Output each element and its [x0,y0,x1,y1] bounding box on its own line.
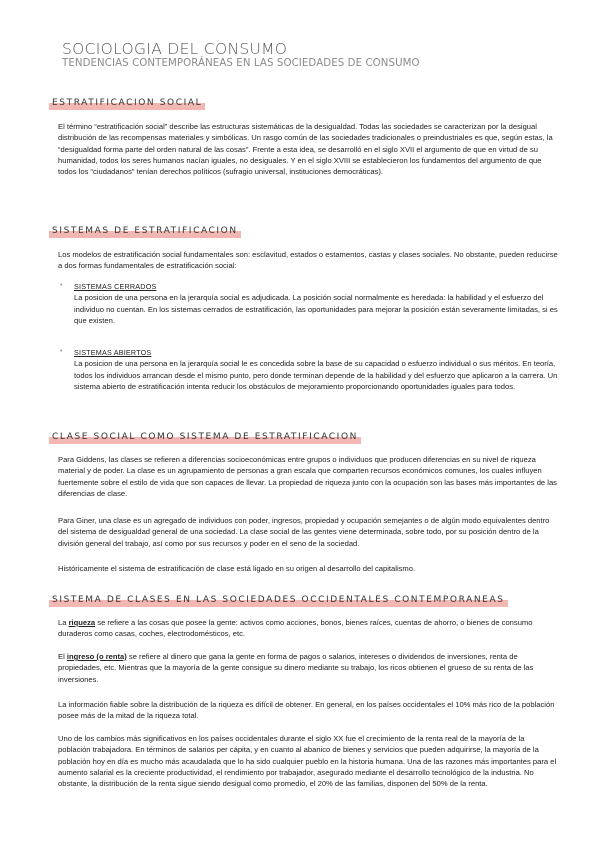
paragraph-riqueza: La riqueza se refiere a las cosas que posee la gente: activos como acciones, bonos, bienes raíces, cuentas de ahorro, o bienes de consumo duraderos como casas, coches, electrodomésticos, etc. [58,618,533,639]
list-item-text: La posicion de una persona en la jerarquía social es adjudicada. La posición social normalmente es heredada: la habilidad y el esfuerzo del individuo no cuentan. En los sistemas cerrados de estratificación, las oportunidades para mejorar la posición están severamente limitadas, si es que existen. [74,293,558,325]
term-riqueza: riqueza [68,618,96,627]
paragraph-capitalismo: Históricamente el sistema de estratificación de clase está ligado en su origen al desarrollo del capitalismo. [58,564,416,573]
list-item-title: SISTEMAS CERRADOS [74,282,157,291]
paragraph-sistemas-intro: Los modelos de estratificación social fundamentales son: esclavitud, estados o estamentos, castas y clases sociales. No obstante, pueden reducirse a dos formas fundamentales de estratificación social: [58,250,558,271]
section-heading-clase-social: CLASE SOCIAL COMO SISTEMA DE ESTRATIFICACION [52,432,358,442]
section-heading-sistema-clases-occidentales: SISTEMA DE CLASES EN LAS SOCIEDADES OCCIDENTALES CONTEMPORANEAS [52,595,505,605]
paragraph-distribucion-riqueza: La información fiable sobre la distribución de la riqueza es difícil de obtener. En general, en los países occidentales el 10% más rico de la población posee más de la mitad de la riqueza total. [58,700,555,721]
section-heading-estratificacion-social: ESTRATIFICACION SOCIAL [52,98,202,108]
paragraph-giddens: Para Giddens, las clases se refieren a diferencias socioeconómicas entre grupos o individuos que producen diferencias en su nivel de riqueza material y de poder. La clase es un agrupamiento de personas a gran escala que comparten recursos económicos comunes, los cuales influyen fuertemente sobre el estilo de vida que son capaces de llevar. La propiedad de riqueza junto con la ocupación son las bases más importantes de las diferencias de clase. [58,455,557,498]
list-item-title: SISTEMAS ABIERTOS [74,348,152,357]
bullet-icon: • [60,282,63,289]
list-item-text: La posicion de una persona en la jerarquía social le es concedida sobre la base de su capacidad o esfuerzo individual o sus méritos. En teoría, todos los individuos arrancan desde el mismo punto, pero donde terminan depende de la habilidad y del esfuerzo que aplicaron a la carrera. Un sistema abierto de estratificación intenta reducir los obstáculos de mejoramiento proporcionando oportunidades iguales para todos. [74,359,558,391]
document-title: SOCIOLOGIA DEL CONSUMO [62,40,288,58]
term-ingreso: ingreso (o renta) [66,652,127,661]
paragraph-giner: Para Giner, una clase es un agregado de individuos con poder, ingresos, propiedad y ocupación semejantes o de algún modo equivalentes dentro del sistema de desigualdad general de una sociedad. La clase social de las gentes viene determinada, sobre todo, por su posición dentro de la división general del trabajo, así como por sus recursos y poder en el seno de la sociedad. [58,516,550,548]
document-subtitle: TENDENCIAS CONTEMPORÁNEAS EN LAS SOCIEDADES DE CONSUMO [62,58,420,69]
list-item-sistemas-cerrados [74,281,560,326]
bullet-icon: • [60,348,63,355]
list-item-sistemas-abiertos [74,347,560,392]
paragraph-renta-real: Uno de los cambios más significativos en los países occidentales durante el siglo XX fue el crecimiento de la renta real de la mayoría de la población trabajadora. En términos de salarios per cápita, y en cuanto al abanico de bienes y servicios que pueden adquirirse, la mayoría de la población hoy en día es mucho más acaudalada que lo ha sido cualquier pueblo en la historia humana. Una de las razones más importantes para el aumento salarial es la creciente productividad, el rendimiento por trabajador, asegurado mediante el desarrollo tecnológico de la industria. No obstante, la distribución de la renta sigue siendo desigual como promedio, el 20% de las familias, disponen del 50% de la renta. [58,734,557,789]
paragraph-estratificacion-intro: El término “estratificación social” describe las estructuras sistemáticas de la desigualdad. Todas las sociedades se caracterizan por la desigual distribución de las recompensas materiales y simbólicas. Un rasgo común de las sociedades tradicionales o preindustriales es que, según estas, la “desigualdad forma parte del orden natural de las cosas”. Frente a esta idea, se desarrolló en el siglo XVII el argumento de que en virtud de su humanidad, todos los seres humanos nacían iguales, no desiguales. Y en el siglo XVIII se establecieron los fundamentos del argumento de que todos los “ciudadanos” tenían derechos políticos (sufragio universal, instituciones democráticas). [58,122,553,177]
paragraph-ingreso: El ingreso (o renta) se refiere al dinero que gana la gente en forma de pagos o salarios, intereses o dividendos de inversiones, renta de propiedades, etc. Mientras que la mayoría de la gente consigue su dinero mediante su trabajo, los ricos obtienen el grueso de su renta de las inversiones. [58,652,534,684]
section-heading-sistemas-estratificacion: SISTEMAS DE ESTRATIFICACION [52,226,238,236]
